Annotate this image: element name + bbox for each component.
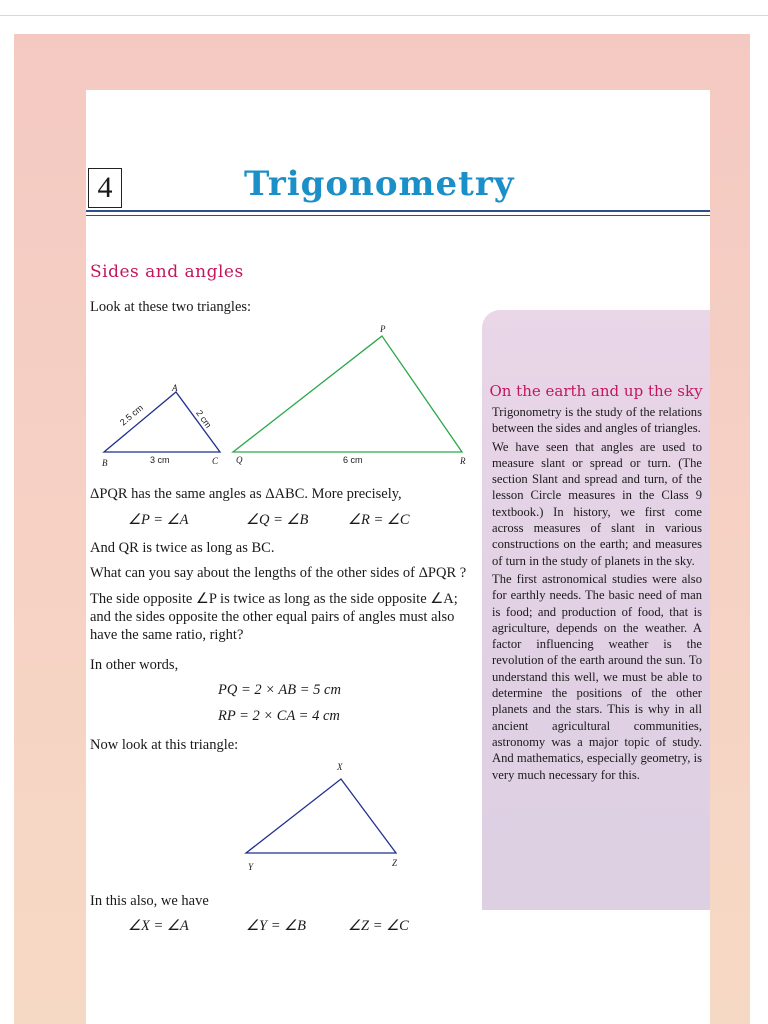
intro-text: Look at these two triangles: [90,299,252,315]
text-side-opposite: The side opposite ∠P is twice as long as the side opposite ∠A; and the sides opposite the other equal pairs of angles must also have the same ratio, right? [90,591,458,643]
section-heading: Sides and angles [90,262,244,282]
label-q: Q [236,455,243,465]
label-side-ac: 2 cm [194,408,214,430]
label-side-qr: 6 cm [343,455,363,465]
label-side-bc: 3 cm [150,455,170,465]
sidebar-paragraph-3: The first astronomical studies were also for earthly needs. The basic need of man is food; and production of food, that is agriculture, depends on the weather. A factor influencing weather is the revolution of the earth around the sun. To understand this well, we must be able to determine the positions of the other planets and the stars. This is why in all ancient agricultural communities, astronomy was a major topic of study. And mathematics, especially geometry, is very much necessary for this. [492,571,702,782]
eq-pq: PQ = 2 × AB = 5 cm [218,682,341,698]
eq-angle-p: ∠P = ∠A [128,512,189,528]
text-question: What can you say about the lengths of the other sides of ΔPQR ? [90,565,467,581]
label-b: B [102,458,108,468]
label-y: Y [248,862,254,872]
sidebar-title: On the earth and up the sky [489,382,703,400]
label-r: R [460,456,466,466]
label-p: P [380,324,386,334]
text-in-this-also: In this also, we have [90,893,209,909]
sidebar-paragraph-2: We have seen that angles are used to measure slant or spread or turn. (The section Slant and spread and turn, of the lesson Circle measures in the Class 9 textbook.) In history, we first come across measures of slant in various constructions on the earth; and measures of turn in the study of planets in the sky. [492,439,702,568]
eq-angle-x: ∠X = ∠A [128,918,189,934]
text-same-angles: ΔPQR has the same angles as ΔABC. More precisely, [90,486,402,502]
sidebar-paragraph-1: Trigonometry is the study of the relations between the sides and angles of triangles. [492,405,702,436]
triangle-xyz [246,779,396,853]
eq-angle-r: ∠R = ∠C [348,512,410,528]
label-side-ab: 2.5 cm [117,402,146,428]
eq-angle-y: ∠Y = ∠B [246,918,306,934]
label-c: C [212,456,219,466]
triangle-pqr [233,336,462,452]
text-in-other-words: In other words, [90,657,179,673]
eq-rp: RP = 2 × CA = 4 cm [218,708,340,724]
text-now-look: Now look at this triangle: [90,737,239,753]
label-x: X [337,762,343,772]
eq-angle-q: ∠Q = ∠B [246,512,309,528]
label-a: A [172,383,178,393]
chapter-title: Trigonometry [244,164,515,204]
sidebar-body [492,404,702,785]
text-qr-twice: And QR is twice as long as BC. [90,540,275,556]
label-z: Z [392,858,398,868]
eq-angle-z: ∠Z = ∠C [348,918,409,934]
chapter-number: 4 [88,168,122,208]
